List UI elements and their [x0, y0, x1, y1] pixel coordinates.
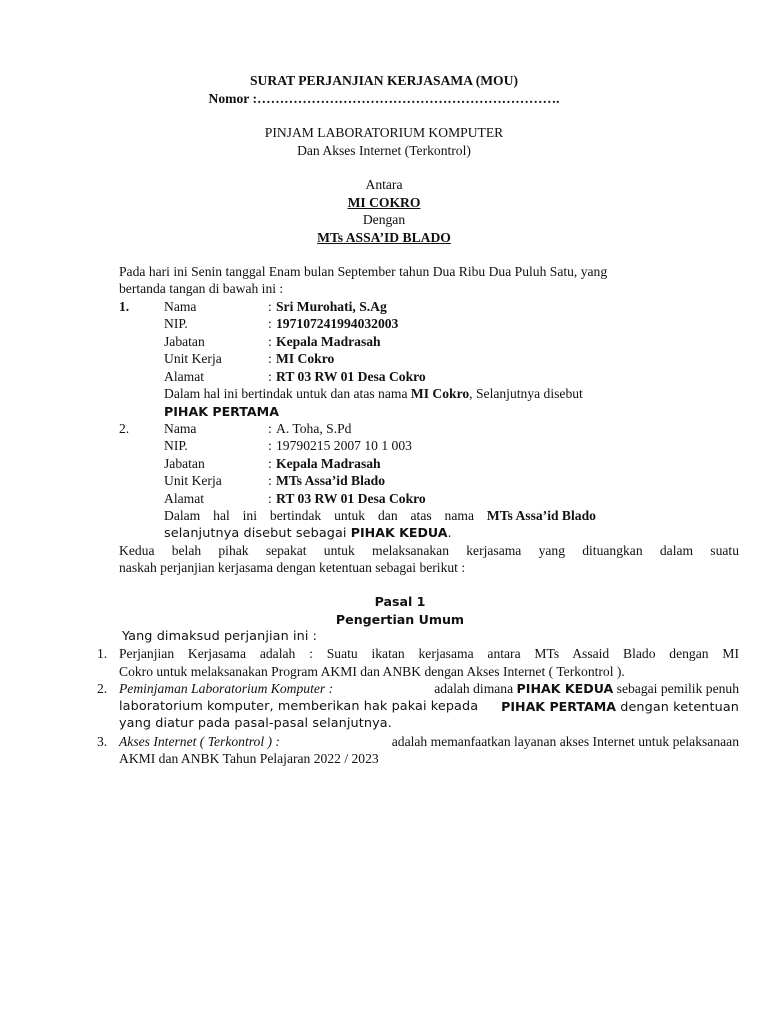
with-label: Dengan: [362, 212, 406, 227]
field-colon: :: [268, 421, 272, 436]
list-number: 3.: [97, 734, 108, 749]
field-label: Jabatan: [164, 334, 205, 349]
field-value: RT 03 RW 01 Desa Cokro: [276, 369, 426, 384]
field-label: NIP.: [164, 316, 188, 331]
field-value: RT 03 RW 01 Desa Cokro: [276, 491, 426, 506]
statement-word: Dalam: [164, 508, 201, 523]
field-value: Kepala Madrasah: [276, 334, 381, 349]
statement-word: atas: [410, 508, 432, 523]
field-value: 197107241994032003: [276, 316, 399, 331]
bold-party-ref: PIHAK KEDUA: [516, 681, 614, 696]
field-colon: :: [268, 473, 272, 488]
second-party-name: MTs ASSA’ID BLADO: [317, 230, 451, 245]
field-colon: :: [268, 299, 272, 314]
document-title: SURAT PERJANJIAN KERJASAMA (MOU): [250, 73, 518, 88]
statement-text: Dalam hal ini bertindak untuk dan atas nama: [164, 386, 411, 401]
party-2-number: 2.: [119, 421, 130, 436]
statement-word: hal: [213, 508, 230, 523]
field-label: Unit Kerja: [164, 351, 222, 366]
field-value: A. Toha, S.Pd: [276, 421, 352, 436]
field-colon: :: [268, 369, 272, 384]
field-colon: :: [268, 351, 272, 366]
field-label: Jabatan: [164, 456, 205, 471]
list-item-text: [501, 699, 739, 715]
list-item-text: dengan ketentuan: [616, 700, 739, 715]
field-label: Nama: [164, 421, 197, 436]
list-item-text: [434, 681, 739, 697]
article-title: Pasal 1: [374, 594, 426, 609]
article-subtitle: Pengertian Umum: [335, 612, 465, 627]
field-label: Nama: [164, 299, 197, 314]
party-1-number: 1.: [119, 299, 130, 314]
party-2-role: PIHAK KEDUA: [350, 525, 448, 540]
intro-line-2: bertanda tangan di bawah ini :: [119, 281, 284, 296]
statement-word: nama: [444, 508, 474, 523]
field-value: 19790215 2007 10 1 003: [276, 438, 412, 453]
field-label: Unit Kerja: [164, 473, 222, 488]
list-item-text: adalah memanfaatkan layanan akses Internet untuk pelaksanaan: [391, 734, 739, 749]
field-colon: :: [268, 316, 272, 331]
subject-heading: PINJAM LABORATORIUM KOMPUTER: [264, 125, 504, 140]
statement-text: .: [447, 526, 452, 541]
list-item-line: yang diatur pada pasal-pasal selanjutnya.: [119, 716, 392, 731]
list-item-line: AKMI dan ANBK Tahun Pelajaran 2022 / 2023: [119, 751, 379, 766]
list-item-text: sebagai pemilik penuh: [613, 681, 739, 696]
field-label: NIP.: [164, 438, 188, 453]
field-value: MTs Assa’id Blado: [276, 473, 386, 488]
statement-party-name: MI Cokro: [410, 386, 470, 401]
list-item-text: laboratorium komputer, memberikan hak pakai kepada: [119, 699, 479, 714]
agreement-line-1: [119, 543, 739, 559]
statement-word: untuk: [334, 508, 366, 523]
list-item-line: [119, 681, 739, 697]
list-item-line: [119, 699, 739, 715]
agreement-line-2: naskah perjanjian kerjasama dengan ketentuan sebagai berikut :: [119, 560, 466, 575]
list-item-line: Cokro untuk melaksanakan Program AKMI dan ANBK dengan Akses Internet ( Terkontrol ).: [119, 664, 625, 679]
intro-line-1: Pada hari ini Senin tanggal Enam bulan September tahun Dua Ribu Dua Puluh Satu, yang: [119, 264, 608, 279]
field-colon: :: [268, 491, 272, 506]
party-1-statement: [164, 386, 583, 402]
field-label: Alamat: [164, 369, 205, 384]
statement-word: bertindak: [269, 508, 322, 523]
article-intro: Yang dimaksud perjanjian ini :: [122, 629, 318, 644]
field-label: Alamat: [164, 491, 205, 506]
term-definition: Akses Internet ( Terkontrol ) :: [119, 734, 280, 749]
field-colon: :: [268, 456, 272, 471]
list-number: 2.: [97, 681, 108, 696]
first-party-name: MI COKRO: [347, 195, 421, 210]
list-item-text: adalah dimana: [434, 681, 517, 696]
justified-line: Kedua belah pihak sepakat untuk melaksanakan kerjasama yang dituangkan dalam suatu: [119, 543, 739, 558]
subject-subtitle: Dan Akses Internet (Terkontrol): [297, 143, 471, 158]
field-value: Sri Murohati, S.Ag: [276, 299, 387, 314]
field-colon: :: [268, 334, 272, 349]
statement-word: dan: [377, 508, 398, 523]
statement-word: ini: [242, 508, 257, 523]
party-2-role-line: [164, 525, 452, 541]
document-number: Nomor :………………………………………………………….: [208, 91, 560, 106]
list-item-line: [119, 646, 739, 662]
list-item-line: [119, 734, 739, 750]
bold-party-ref: PIHAK PERTAMA: [501, 699, 617, 714]
term-definition: Peminjaman Laboratorium Komputer :: [119, 681, 334, 696]
statement-text: , Selanjutnya disebut: [469, 386, 583, 401]
party-2-statement: [164, 508, 596, 524]
between-label: Antara: [365, 177, 403, 192]
justified-line: Perjanjian Kerjasama adalah : Suatu ikatan kerjasama antara MTs Assaid Blado dengan MI: [119, 646, 739, 661]
field-value: Kepala Madrasah: [276, 456, 381, 471]
field-value: MI Cokro: [276, 351, 335, 366]
field-colon: :: [268, 438, 272, 453]
statement-party-name: MTs Assa’id Blado: [486, 508, 596, 523]
list-number: 1.: [97, 646, 108, 661]
party-1-role: PIHAK PERTAMA: [164, 404, 279, 419]
statement-text: selanjutnya disebut sebagai: [164, 526, 351, 541]
